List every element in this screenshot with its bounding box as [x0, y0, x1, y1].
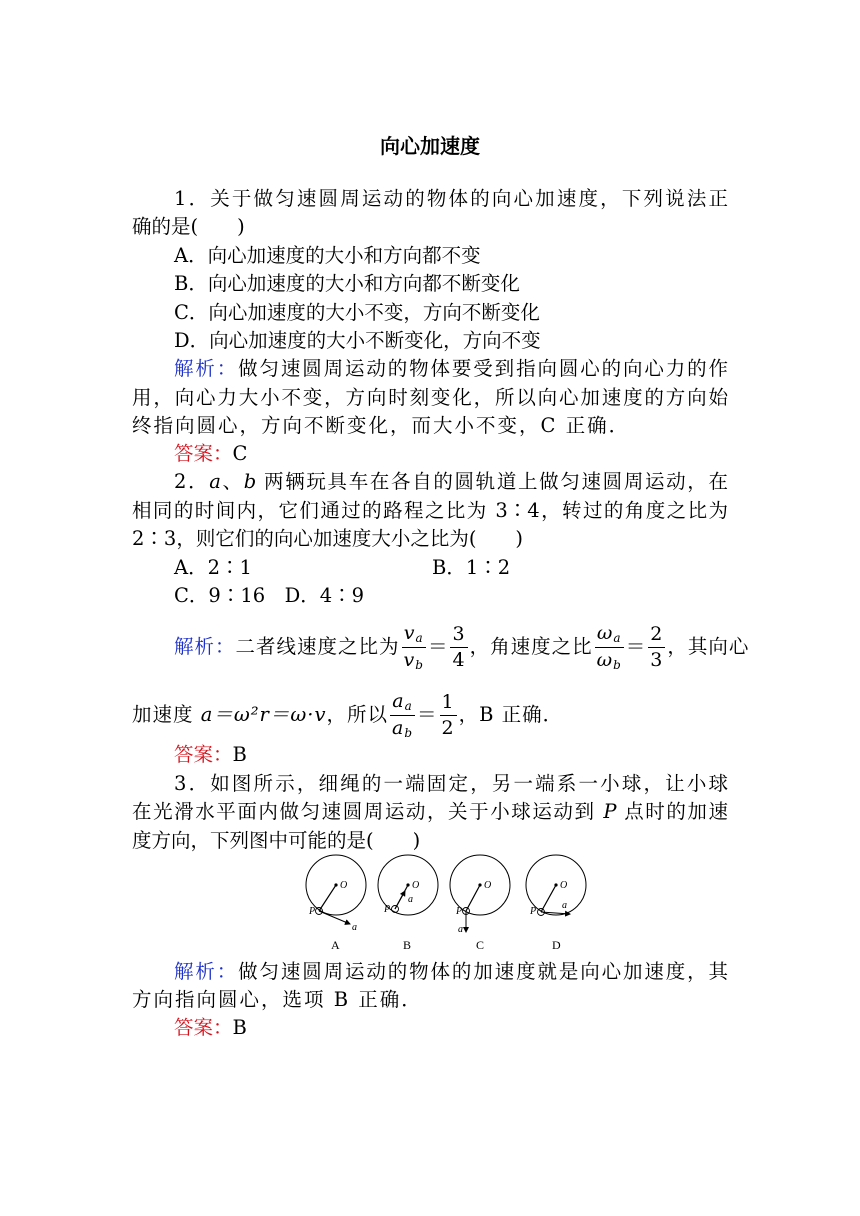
page-title: 向心加速度 — [380, 134, 480, 158]
equals-sign-3: ＝ — [417, 703, 438, 726]
q1-option-c: C．向心加速度的大小不变，方向不断变化 — [174, 301, 540, 324]
q1-stem-line1: 1．关于做匀速圆周运动的物体的向心加速度，下列说法正 — [174, 187, 728, 210]
label-o-d: O — [560, 880, 568, 891]
q2-option-b: B．1∶2 — [432, 556, 511, 579]
equals-sign-2: ＝ — [625, 635, 647, 658]
q2-sep: 、 — [220, 470, 244, 493]
label-p-d: P — [530, 906, 537, 917]
q2-analysis-line1 — [174, 618, 750, 676]
q1-analysis-text1: 做匀速圆周运动的物体要受到指向圆心的向心力的作 — [238, 357, 728, 380]
q3-answer-value: B — [232, 1016, 247, 1039]
q2-analysis-text2: ，角速度之比 — [469, 635, 593, 658]
q1-stem-line2: 确的是( ) — [132, 215, 245, 238]
q1-option-a: A．向心加速度的大小和方向都不变 — [174, 244, 481, 267]
q1-option-d: D．向心加速度的大小不断变化，方向不变 — [174, 329, 541, 352]
q2-option-a: A．2∶1 — [174, 556, 252, 579]
label-vec-b: a — [408, 894, 413, 905]
label-o-a: O — [340, 880, 348, 891]
q1-answer — [174, 440, 728, 468]
q2-analysis-line2 — [132, 686, 728, 744]
q2-stem-text: 两辆玩具车在各自的圆轨道上做匀速圆周运动，在 — [256, 470, 728, 493]
q1-option-b: B．向心加速度的大小和方向都不断变化 — [174, 272, 520, 295]
fraction-aa-ab: $\frac{a_a}{a_b}$ — [392, 690, 414, 740]
q1-analysis-label: 解析： — [174, 357, 239, 380]
figure-option-c — [450, 855, 510, 932]
q2-analysis-text6: ，B 正确． — [458, 703, 564, 726]
label-p-c: P — [456, 906, 463, 917]
fraction-1-2: $\frac{1}{2}$ — [441, 691, 455, 739]
q3-stem-line1: 3．如图所示，细绳的一端固定，另一端系一小球，让小球 — [174, 772, 728, 795]
fraction-wa-wb: $\frac{\omega_a}{\omega_b}$ — [596, 622, 622, 672]
figure-label-d: D — [552, 938, 561, 952]
q3-analysis-label: 解析： — [174, 960, 239, 983]
label-p-b: P — [384, 904, 391, 915]
label-p-a: P — [309, 906, 316, 917]
q1-answer-value: C — [232, 442, 248, 465]
fraction-2-3: $\frac{2}{3}$ — [650, 623, 664, 671]
q2-answer-value: B — [232, 743, 247, 766]
q2-analysis-text3: ，其向心 — [667, 635, 750, 658]
q2-var-b: b — [243, 470, 257, 493]
q3-analysis-line1 — [174, 958, 728, 986]
q2-stem-line3: 2∶3，则它们的向心加速度大小之比为( ) — [132, 527, 524, 550]
q2-analysis-text4: 加速度 — [132, 703, 201, 726]
q1-analysis-line1 — [174, 355, 728, 383]
q1-answer-label: 答案： — [174, 442, 233, 465]
label-vec-c: a — [458, 924, 463, 935]
q3-stem-line2 — [132, 798, 728, 826]
q2-formula: a＝ω²r＝ω·v — [200, 703, 327, 726]
figure-label-c: C — [476, 938, 485, 952]
label-o-b: O — [412, 880, 420, 891]
q2-option-cd: C．9∶16 D．4∶9 — [174, 584, 365, 607]
q2-analysis-label: 解析： — [174, 635, 236, 658]
label-vec-a: a — [352, 922, 357, 933]
q2-stem-line2: 相同的时间内，它们通过的路程之比为 3∶4，转过的角度之比为 — [132, 499, 728, 522]
q1-analysis-line2: 用，向心力大小不变，方向时刻变化，所以向心加速度的方向始 — [132, 386, 728, 409]
q2-analysis-text1: 二者线速度之比为 — [235, 635, 400, 658]
label-o-c: O — [484, 880, 492, 891]
q3-answer-label: 答案： — [174, 1016, 233, 1039]
q2-stem-line1 — [174, 468, 728, 496]
fraction-3-4: $\frac{3}{4}$ — [452, 623, 466, 671]
fraction-va-vb: $\frac{v_a}{v_b}$ — [403, 622, 424, 672]
q3-answer — [174, 1014, 728, 1042]
circular-motion-figure — [300, 850, 600, 942]
q2-analysis-text5: ，所以 — [326, 703, 388, 726]
q3-stem-line3: 度方向，下列图中可能的是( ) — [132, 829, 421, 852]
q2-answer-label: 答案： — [174, 743, 233, 766]
q2-answer — [174, 741, 728, 769]
q3-stem-text2: 点时的加速 — [616, 800, 729, 823]
q3-stem-text: 在光滑水平面内做匀速圆周运动，关于小球运动到 — [132, 800, 604, 823]
figure-label-b: B — [403, 938, 412, 952]
q2-number: 2． — [174, 470, 210, 493]
q2-var-a: a — [209, 470, 221, 493]
figure-label-a: A — [331, 938, 340, 952]
q1-analysis-line3: 终指向圆心，方向不断变化，而大小不变，C 正确． — [132, 414, 631, 437]
q3-point-p: P — [603, 800, 617, 823]
q3-analysis-line2: 方向指向圆心，选项 B 正确． — [132, 988, 423, 1011]
equals-sign: ＝ — [427, 635, 449, 658]
label-vec-d: a — [562, 900, 567, 911]
q3-analysis-text1: 做匀速圆周运动的物体的加速度就是向心加速度，其 — [238, 960, 728, 983]
